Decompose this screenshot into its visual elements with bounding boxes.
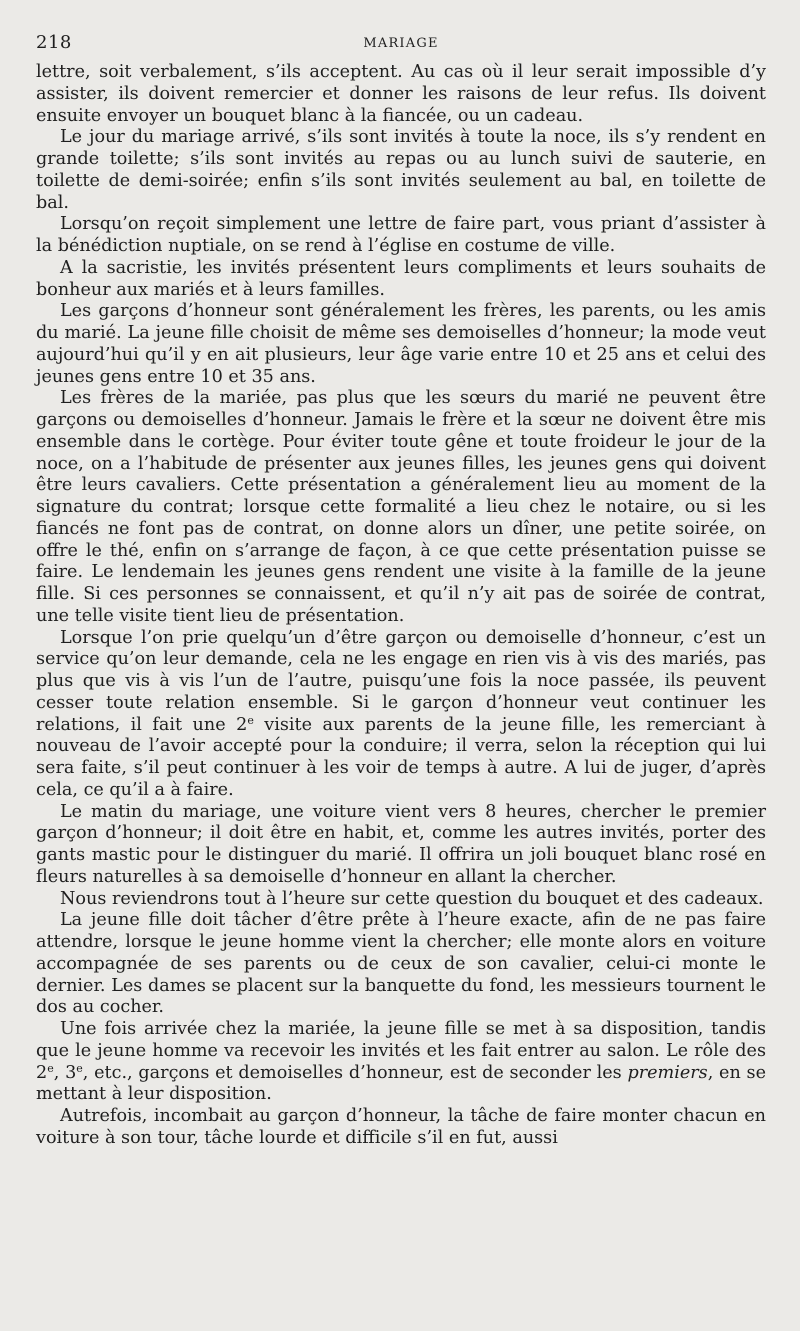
paragraph-text: , etc., garçons et demoiselles d’honneur, est de seconder les — [82, 1062, 628, 1083]
paragraph-text: Une fois arrivée chez la mariée, la jeune fille se met à sa disposition, tandis que le jeune homme va recevoir les invités et les fait entrer au salon. Le rôle des 2 — [36, 1019, 766, 1083]
superscript: e — [76, 1061, 83, 1075]
page-number: 218 — [36, 32, 72, 53]
paragraph-text: , en se mettant à leur disposition. — [36, 1062, 766, 1105]
paragraph: Le jour du mariage arrivé, s’ils sont invités à toute la noce, ils s’y rendent en grande toilette; s’ils sont invités au repas ou au lunch suivi de sauterie, en toilette de demi-soirée; enfin s’ils sont invités seulement au bal, en toilette de bal. — [36, 127, 766, 213]
superscript: e — [247, 713, 254, 727]
paragraph — [36, 628, 766, 802]
paragraph-text: visite aux parents de la jeune fille, les remerciant à nouveau de l’avoir accepté pour la conduire; il verra, selon la réception qui lui sera faite, s’il peut continuer à les voir de temps à autre. A lui de juger, d’après cela, ce qu’il a à faire. — [36, 714, 767, 800]
page-header — [36, 30, 766, 62]
paragraph: Le matin du mariage, une voiture vient vers 8 heures, chercher le premier garçon d’honneur; il doit être en habit, et, comme les autres invités, porter des gants mastic pour le distinguer du marié. Il offrira un joli bouquet blanc rosé en fleurs naturelles à sa demoiselle d’honneur en allant la chercher. — [36, 801, 766, 887]
body-text — [36, 62, 766, 1150]
paragraph-text: , 3 — [53, 1062, 77, 1083]
paragraph-text: Lorsque l’on prie quelqu’un d’être garçon ou demoiselle d’honneur, c’est un service qu’on leur demande, cela ne les engage en rien vis à vis des mariés, pas plus que vis à vis l’un de l’autre, puisqu’une fois la noce passée, ils peuvent cesser toute relation ensemble. Si le garçon d’honneur veut continuer les relations, il fait une 2 — [36, 627, 766, 735]
paragraph: Nous reviendrons tout à l’heure sur cette question du bouquet et des cadeaux. — [60, 888, 764, 909]
superscript: e — [47, 1061, 54, 1075]
paragraph: Les garçons d’honneur sont généralement les frères, les parents, ou les amis du marié. La jeune fille choisit de même ses demoiselles d’honneur; la mode veut aujourd’hui qu’il y en ait plusieurs, leur âge varie entre 10 et 25 ans et celui des jeunes gens entre 10 et 35 ans. — [36, 301, 766, 387]
paragraph — [36, 1019, 766, 1106]
paragraph: Lorsqu’on reçoit simplement une lettre de faire part, vous priant d’assister à la bénédiction nuptiale, on se rend à l’église en costume de ville. — [36, 214, 766, 256]
paragraph: A la sacristie, les invités présentent leurs compliments et leurs souhaits de bonheur aux mariés et à leurs familles. — [36, 257, 766, 300]
running-head: MARIAGE — [363, 36, 439, 51]
paragraph: Autrefois, incombait au garçon d’honneur, la tâche de faire monter chacun en voiture à son tour, tâche lourde et difficile s’il en fut, aussi — [36, 1106, 766, 1148]
paragraph: Les frères de la mariée, pas plus que les sœurs du marié ne peuvent être garçons ou demoiselles d’honneur. Jamais le frère et la sœur ne doivent être mis ensemble dans le cortège. Pour éviter toute gêne et toute froideur le jour de la noce, on a l’habitude de présenter aux jeunes filles, les jeunes gens qui doivent être leurs cavaliers. Cette présentation a généralement lieu au moment de la signature du contrat; lorsque cette formalité a lieu chez le notaire, ou si les fiancés ne font pas de contrat, on donne alors un dîner, une petite soirée, on offre le thé, enfin on s’arrange de façon, à ce que cette présentation puisse se faire. Le lendemain les jeunes gens rendent une visite à la famille de la jeune fille. Si ces personnes se connaissent, et qu’il n’y ait pas de soirée de contrat, une telle visite tient lieu de présentation. — [36, 388, 766, 626]
paragraph: La jeune fille doit tâcher d’être prête à l’heure exacte, afin de ne pas faire attendre, lorsque le jeune homme vient la chercher; elle monte alors en voiture accompagnée de ses parents ou de ceux de son cavalier, celui-ci monte le dernier. Les dames se placent sur la banquette du fond, les messieurs tournent le dos au cocher. — [36, 910, 766, 1018]
paragraph: lettre, soit verbalement, s’ils acceptent. Au cas où il leur serait impossible d’y assister, ils doivent remercier et donner les raisons de leur refus. Ils doivent ensuite envoyer un bouquet blanc à la fiancée, ou un cadeau. — [36, 62, 766, 126]
emphasis: premiers — [627, 1062, 708, 1083]
